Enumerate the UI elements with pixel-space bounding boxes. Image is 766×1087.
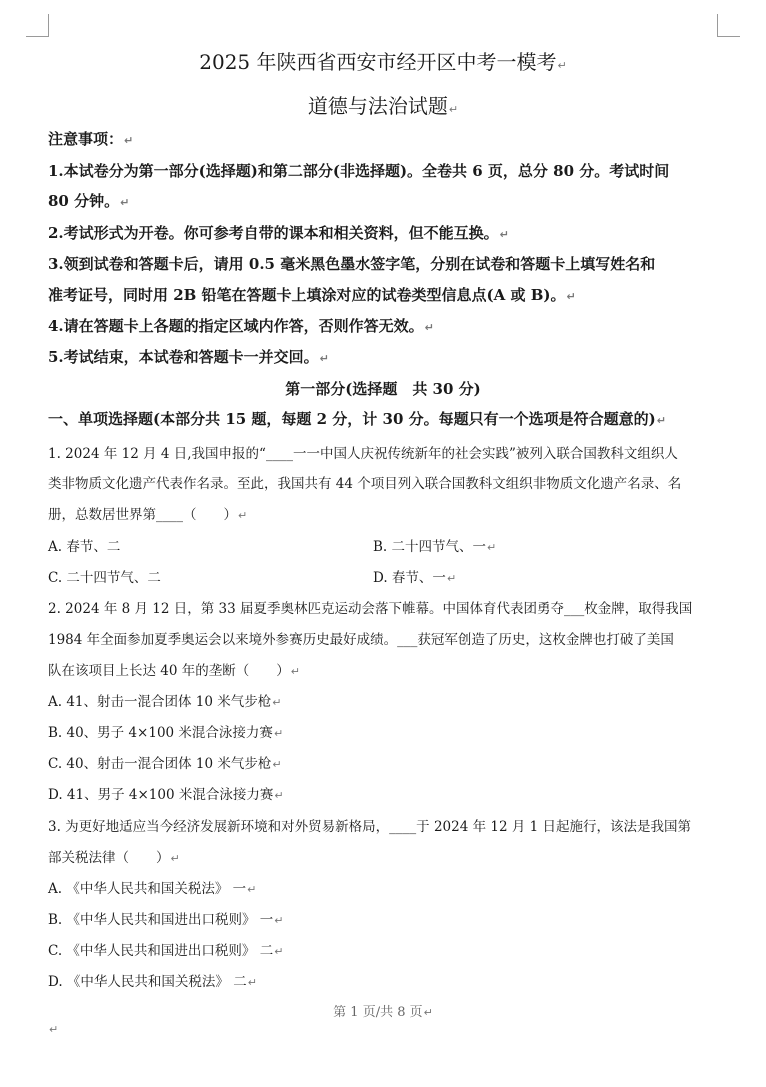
page-footer: 第 1 页/共 8 页↵ [333, 1005, 433, 1020]
question-3-option-d: D. 《中华人民共和国关税法》 二↵ [48, 974, 257, 990]
notice-item: 1.本试卷分为第一部分(选择题)和第二部分(非选择题)。全卷共 6 页，总分 80 分。考试时间 [48, 162, 670, 180]
notice-item: 5.考试结束，本试卷和答题卡一并交回。↵ [48, 348, 329, 366]
question-2-option-c: C. 40、射击一混合团体 10 米气步枪↵ [48, 756, 282, 772]
exam-subtitle: 道德与法治试题↵ [307, 94, 459, 118]
question-2-line: 2. 2024 年 8 月 12 日，第 33 届夏季奥林匹克运动会落下帷幕。中国体育代表团勇夺___枚金牌，取得我国 [48, 601, 693, 617]
crop-mark-top-right [717, 14, 740, 37]
notice-item: 4.请在答题卡上各题的指定区域内作答，否则作答无效。↵ [48, 317, 434, 335]
question-3-option-b: B. 《中华人民共和国进出口税则》 一↵ [48, 912, 284, 928]
question-1-line: 1. 2024 年 12 月 4 日,我国申报的“____一一中国人庆祝传统新年的社会实践”被列入联合国教科文组织人 [48, 446, 678, 462]
notice-heading: 注意事项：↵ [48, 130, 134, 148]
paragraph-mark: ↵ [49, 1023, 59, 1036]
question-2-line: 队在该项目上长达 40 年的垄断（ ）↵ [48, 663, 300, 679]
question-1-option-b: B. 二十四节气、一↵ [373, 539, 497, 555]
notice-item: 3.领到试卷和答题卡后，请用 0.5 毫米黑色墨水签字笔，分别在试卷和答题卡上填写姓名和 [48, 255, 656, 273]
question-3-line: 部关税法律（ ）↵ [48, 850, 180, 866]
question-1-option-c: C. 二十四节气、二 [48, 570, 161, 586]
question-1-option-d: D. 春节、一↵ [373, 570, 457, 586]
notice-item: 2.考试形式为开卷。你可参考自带的课本和相关资料，但不能互换。↵ [48, 224, 509, 242]
question-2-option-d: D. 41、男子 4×100 米混合泳接力赛↵ [48, 787, 284, 803]
question-3-option-a: A. 《中华人民共和国关税法》 一↵ [48, 881, 257, 897]
question-1-line: 类非物质文化遗产代表作名录。至此，我国共有 44 个项目列入联合国教科文组织非物质文化遗产名录、名 [48, 476, 682, 492]
question-1-option-a: A. 春节、二 [48, 539, 121, 555]
exam-title: 2025 年陕西省西安市经开区中考一模考↵ [199, 50, 567, 74]
question-2-option-a: A. 41、射击一混合团体 10 米气步枪↵ [48, 694, 282, 710]
question-3-option-c: C. 《中华人民共和国进出口税则》 二↵ [48, 943, 284, 959]
section-heading: 一、单项选择题(本部分共 15 题，每题 2 分，计 30 分。每题只有一个选项是符合题意的)↵ [48, 410, 666, 428]
question-1-line: 册，总数居世界第____（ ）↵ [48, 507, 248, 523]
part-heading: 第一部分(选择题 共 30 分) [285, 380, 481, 398]
question-2-option-b: B. 40、男子 4×100 米混合泳接力赛↵ [48, 725, 284, 741]
notice-item: 80 分钟。↵ [48, 192, 130, 210]
question-3-line: 3. 为更好地适应当今经济发展新环境和对外贸易新格局，____于 2024 年 12 月 1 日起施行，该法是我国第 [48, 819, 692, 835]
crop-mark-top-left [26, 14, 49, 37]
question-2-line: 1984 年全面参加夏季奥运会以来境外参赛历史最好成绩。___获冠军创造了历史，这枚金牌也打破了美国 [48, 632, 674, 648]
notice-item: 准考证号，同时用 2B 铅笔在答题卡上填涂对应的试卷类型信息点(A 或 B)。↵ [48, 286, 576, 304]
